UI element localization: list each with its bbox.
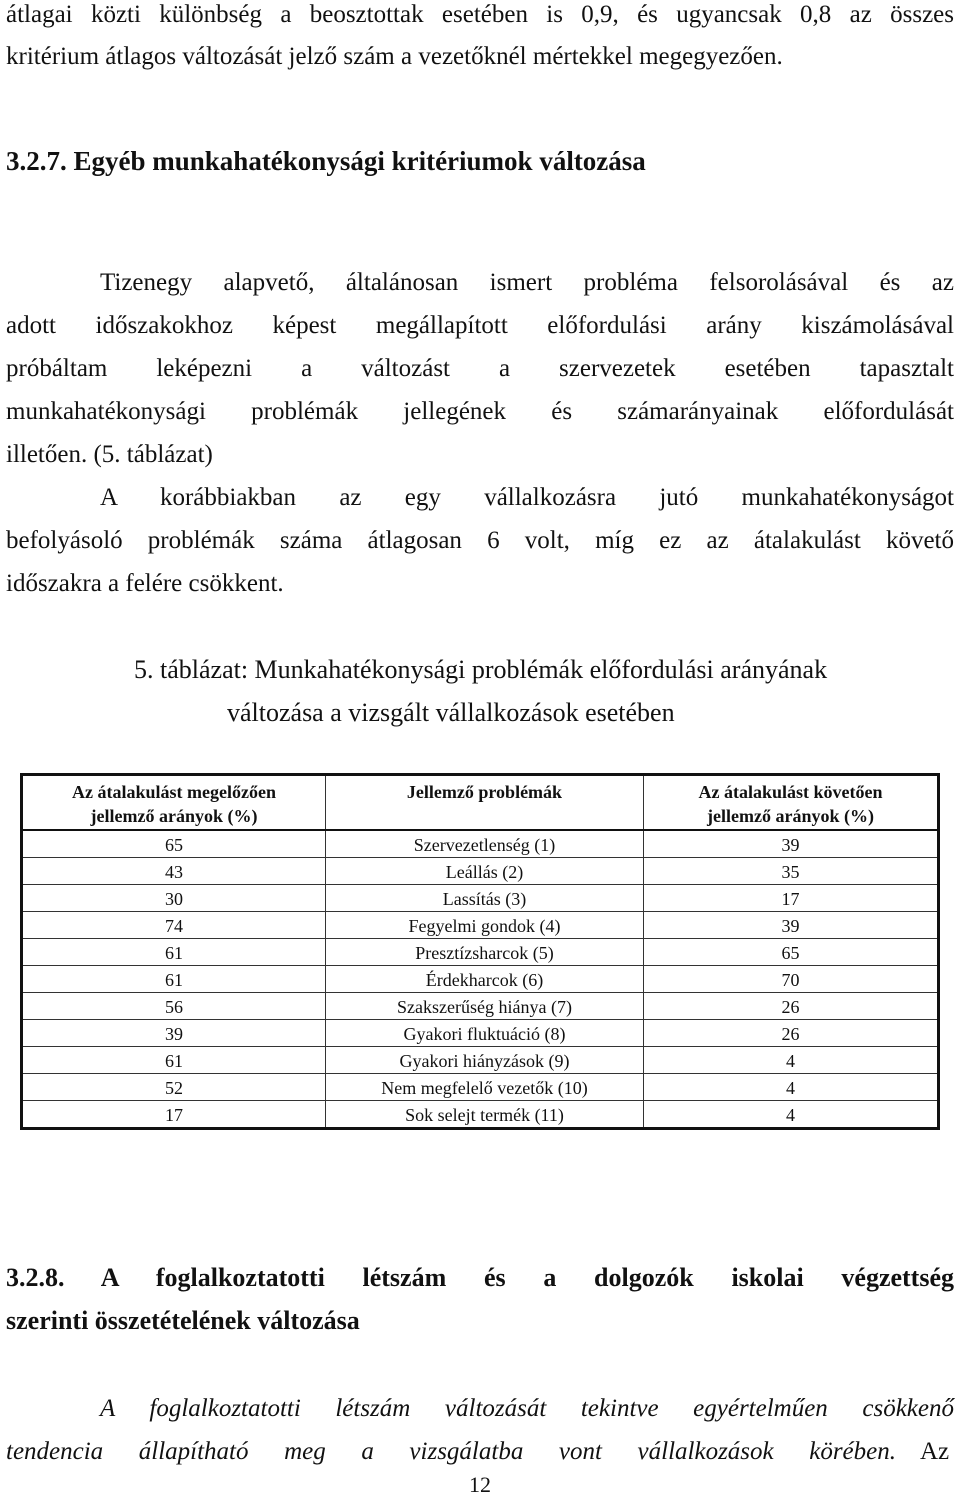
table-row: [22, 993, 939, 1020]
paragraph1-line-4: munkahatékonysági problémák jellegének és számarányainak előfordulását: [6, 398, 954, 425]
paragraph2-line-3: időszakra a felére csökkent.: [6, 570, 284, 597]
after-value: 35: [644, 858, 939, 885]
table-row: [22, 939, 939, 966]
section-heading-327: 3.2.7. Egyéb munkahatékonysági kritériumok változása: [6, 146, 646, 176]
header-after-line1: Az átalakulást követően: [698, 782, 883, 802]
header-after: [644, 775, 939, 831]
table-row: [22, 1020, 939, 1047]
problem-name: Sok selejt termék (11): [326, 1101, 644, 1129]
header-before-line2: jellemző arányok (%): [90, 806, 258, 826]
problem-name: Szakszerűség hiánya (7): [326, 993, 644, 1020]
table-header-row: [22, 775, 939, 831]
before-value: 74: [22, 912, 326, 939]
paragraph1-line-5: illetően. (5. táblázat): [6, 441, 213, 468]
after-value: 4: [644, 1074, 939, 1101]
problem-name: Gyakori hiányzások (9): [326, 1047, 644, 1074]
intro-line-1: átlagai közti különbség a beosztottak esetében is 0,9, és ugyancsak 0,8 az összes: [6, 1, 954, 28]
table-row: [22, 885, 939, 912]
page-number: 12: [469, 1472, 491, 1497]
problem-name: Presztízsharcok (5): [326, 939, 644, 966]
problem-name: Leállás (2): [326, 858, 644, 885]
after-value: 70: [644, 966, 939, 993]
problem-name: Szervezetlenség (1): [326, 830, 644, 858]
after-value: 26: [644, 993, 939, 1020]
italic-line-2: tendencia állapítható meg a vizsgálatba vont vállalkozások körében.: [6, 1438, 896, 1465]
paragraph2-line-2: befolyásoló problémák száma átlagosan 6 volt, míg ez az átalakulást követő: [6, 527, 954, 554]
problem-name: Érdekharcok (6): [326, 966, 644, 993]
table-row: [22, 858, 939, 885]
after-value: 4: [644, 1101, 939, 1129]
after-value: 39: [644, 912, 939, 939]
table-caption-line-2: változása a vizsgált vállalkozások esetében: [227, 698, 675, 727]
paragraph1-line-3: próbáltam leképezni a változást a szervezetek esetében tapasztalt: [6, 355, 954, 382]
table-row: [22, 830, 939, 858]
table-row: [22, 1101, 939, 1129]
before-value: 30: [22, 885, 326, 912]
table-row: [22, 1047, 939, 1074]
before-value: 61: [22, 966, 326, 993]
after-value: 17: [644, 885, 939, 912]
after-value: 26: [644, 1020, 939, 1047]
header-before: [22, 775, 326, 831]
before-value: 17: [22, 1101, 326, 1129]
before-value: 56: [22, 993, 326, 1020]
paragraph2-line-1: A korábbiakban az egy vállalkozásra jutó munkahatékonyságot: [100, 484, 954, 511]
problem-name: Lassítás (3): [326, 885, 644, 912]
paragraph1-line-1: Tizenegy alapvető, általánosan ismert probléma felsorolásával és az: [100, 269, 954, 296]
after-value: 39: [644, 830, 939, 858]
trailing-word: Az: [920, 1438, 950, 1465]
before-value: 39: [22, 1020, 326, 1047]
header-problems: Jellemző problémák: [326, 775, 644, 831]
problem-name: Nem megfelelő vezetők (10): [326, 1074, 644, 1101]
before-value: 52: [22, 1074, 326, 1101]
before-value: 43: [22, 858, 326, 885]
table-row: [22, 1074, 939, 1101]
header-before-line1: Az átalakulást megelőzően: [72, 782, 276, 802]
section-heading-328-line-2: szerinti összetételének változása: [6, 1306, 360, 1335]
problems-table: [20, 773, 940, 1130]
before-value: 61: [22, 939, 326, 966]
section-heading-328-line-1: 3.2.8. A foglalkoztatotti létszám és a dolgozók iskolai végzettség: [6, 1263, 954, 1292]
before-value: 65: [22, 830, 326, 858]
problem-name: Fegyelmi gondok (4): [326, 912, 644, 939]
table-caption-line-1: 5. táblázat: Munkahatékonysági problémák előfordulási arányának: [134, 655, 828, 684]
before-value: 61: [22, 1047, 326, 1074]
problem-name: Gyakori fluktuáció (8): [326, 1020, 644, 1047]
after-value: 65: [644, 939, 939, 966]
header-after-line2: jellemző arányok (%): [707, 806, 874, 826]
intro-line-2: kritérium átlagos változását jelző szám a vezetőknél mértekkel megegyezően.: [6, 43, 783, 70]
after-value: 4: [644, 1047, 939, 1074]
paragraph1-line-2: adott időszakokhoz képest megállapított előfordulási arány kiszámolásával: [6, 312, 954, 339]
table-row: [22, 966, 939, 993]
table-row: [22, 912, 939, 939]
italic-line-1: A foglalkoztatotti létszám változását tekintve egyértelműen csökkenő: [100, 1395, 954, 1422]
